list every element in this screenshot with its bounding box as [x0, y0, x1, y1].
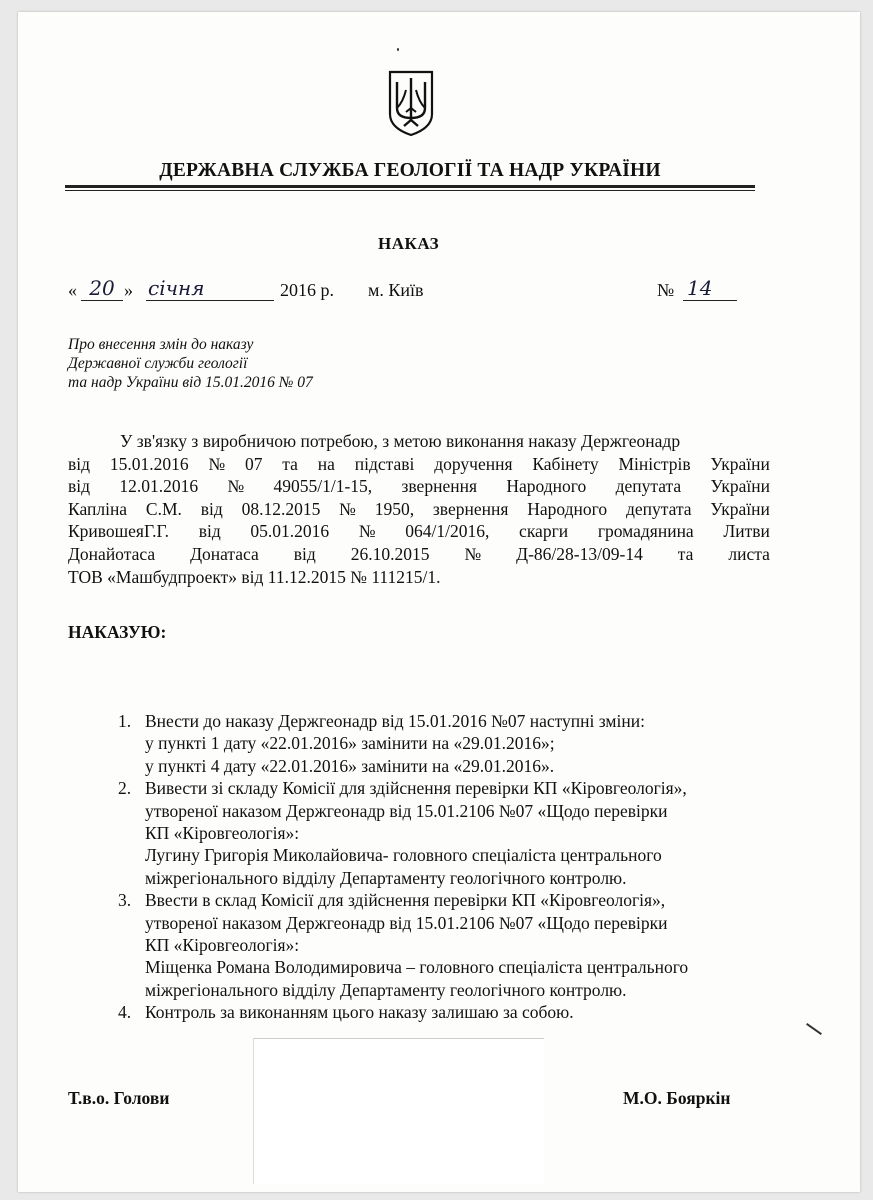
date-close-quote: » [124, 280, 133, 300]
subject-line: та надр України від 15.01.2016 № 07 [68, 374, 313, 391]
order-item-number: 1. [118, 711, 132, 731]
preamble-word: Донайотаса [68, 543, 156, 564]
preamble-word: від [68, 453, 91, 474]
preamble-word: У зв'язку з виробничою потребою, з метою виконання наказу Держгеонадр [120, 431, 681, 451]
scan-speck [397, 48, 399, 51]
signatory-position: Т.в.о. Голови [68, 1088, 170, 1108]
preamble-line [68, 566, 770, 589]
date-month: січня [146, 276, 274, 301]
order-item [118, 1001, 778, 1023]
preamble-line [68, 475, 770, 498]
order-item-line: Внести до наказу Держгеонадр від 15.01.2016 №07 наступні зміни: [145, 711, 645, 731]
preamble-word: КривошеяГ.Г. [68, 521, 170, 542]
order-item-line: у пункті 1 дату «22.01.2016» замінити на «29.01.2016»; [145, 733, 555, 754]
order-item-line: утвореної наказом Держгеонадр від 15.01.2106 №07 «Щодо перевірки [145, 912, 668, 933]
preamble-word: депутата [625, 498, 692, 519]
order-item-line: КП «Кіровгеологія»: [145, 935, 300, 956]
preamble-word: Міністрів [618, 453, 691, 474]
preamble-word: 064/1/2016, [405, 521, 490, 542]
header-rule [65, 185, 755, 188]
preamble-word: № [208, 453, 226, 474]
signatory-name: М.О. Бояркін [623, 1088, 731, 1108]
preamble-line [68, 453, 770, 476]
preamble-word: звернення [401, 476, 477, 497]
preamble-word: від [198, 521, 221, 542]
preamble-word: Донатаса [190, 543, 259, 564]
order-item [118, 777, 778, 889]
order-items-list [118, 710, 778, 1024]
preamble-word: № [339, 498, 356, 519]
preamble-line [68, 430, 770, 453]
header-rule-thin [65, 190, 755, 191]
preamble-word: та [677, 543, 694, 564]
preamble-word: доручення [434, 453, 513, 474]
order-item [118, 889, 778, 1001]
preamble-word: України [710, 498, 770, 519]
preamble-word: від [293, 543, 316, 564]
preamble-word: 1950, [374, 498, 415, 519]
preamble-word: звернення [432, 498, 509, 519]
preamble-word: 15.01.2016 [109, 453, 189, 474]
preamble-word: та [282, 453, 298, 474]
preamble-word: 26.10.2015 [350, 543, 430, 564]
preamble-word: на [317, 453, 335, 474]
order-item-line: Лугину Григорія Миколайовича- головного спеціаліста центрального [145, 845, 662, 866]
preamble-word: ТОВ «Машбудпроект» від 11.12.2015 № 111215/1. [68, 566, 441, 587]
preamble-word: Народного [527, 498, 608, 519]
number-label: № [657, 280, 675, 300]
preamble-word: Кабінету [532, 453, 599, 474]
preamble-word: С.М. [145, 498, 182, 519]
order-item-line: Міщенка Романа Володимировича – головного спеціаліста центрального [145, 957, 689, 978]
preamble-word: депутата [615, 476, 682, 497]
order-item-number: 3. [118, 890, 132, 911]
preamble-word: України [710, 476, 770, 497]
document-title: НАКАЗ [378, 234, 440, 253]
order-item-number: 2. [118, 778, 132, 799]
preamble-word: Капліна [68, 498, 128, 519]
preamble-word: № [358, 521, 376, 542]
preamble-word: від [200, 498, 223, 519]
preamble-word: громадянина [597, 521, 694, 542]
preamble-paragraph [68, 430, 770, 588]
preamble-word: 49055/1/1-15, [273, 476, 373, 497]
coat-of-arms-icon [386, 68, 436, 138]
order-item-line: утвореної наказом Держгеонадр від 15.01.2106 №07 «Щодо перевірки [145, 800, 668, 821]
preamble-word: 08.12.2015 [241, 498, 321, 519]
subject-line: Державної служби геології [68, 355, 248, 372]
preamble-word: від [68, 476, 91, 497]
order-item-number: 4. [118, 1002, 132, 1023]
preamble-line [68, 498, 770, 521]
preamble-word: № [464, 543, 482, 564]
order-item-line: Вивести зі складу Комісії для здійснення перевірки КП «Кіровгеологія», [145, 778, 687, 799]
preamble-word: Д-86/28-13/09-14 [516, 543, 643, 564]
preamble-line [68, 543, 770, 566]
preamble-word: № [227, 476, 245, 497]
preamble-word: скарги [519, 521, 569, 542]
agency-name: ДЕРЖАВНА СЛУЖБА ГЕОЛОГІЇ ТА НАДР УКРАЇНИ [159, 160, 661, 181]
order-item-line: у пункті 4 дату «22.01.2016» замінити на «29.01.2016». [145, 755, 555, 776]
order-heading: НАКАЗУЮ: [68, 622, 167, 642]
order-item-line: міжрегіонального відділу Департаменту геологічного контролю. [145, 867, 627, 888]
preamble-line [68, 520, 770, 543]
subject-block [68, 335, 313, 392]
preamble-word: підставі [354, 453, 415, 474]
preamble-word: листа [728, 543, 770, 564]
order-item-line: міжрегіонального відділу Департаменту геологічного контролю. [145, 979, 627, 1000]
date-day: 20 [81, 276, 123, 301]
date-open-quote: « [68, 280, 77, 300]
order-item-line: Ввести в склад Комісії для здійснення перевірки КП «Кіровгеологія», [145, 890, 666, 911]
preamble-word: Литви [723, 521, 770, 542]
city: м. Київ [368, 280, 424, 300]
preamble-word: 12.01.2016 [119, 476, 199, 497]
redaction-box [253, 1038, 544, 1184]
order-item-line: Контроль за виконанням цього наказу залишаю за собою. [145, 1002, 574, 1023]
order-item-line: КП «Кіровгеологія»: [145, 823, 300, 844]
date-year: 2016 р. [280, 280, 334, 300]
preamble-word: 05.01.2016 [250, 521, 330, 542]
subject-line: Про внесення змін до наказу [68, 336, 254, 353]
preamble-word: 07 [244, 453, 263, 474]
document-number: 14 [683, 276, 737, 301]
order-item [118, 710, 778, 777]
preamble-word: Народного [506, 476, 587, 497]
preamble-word: України [710, 453, 770, 474]
